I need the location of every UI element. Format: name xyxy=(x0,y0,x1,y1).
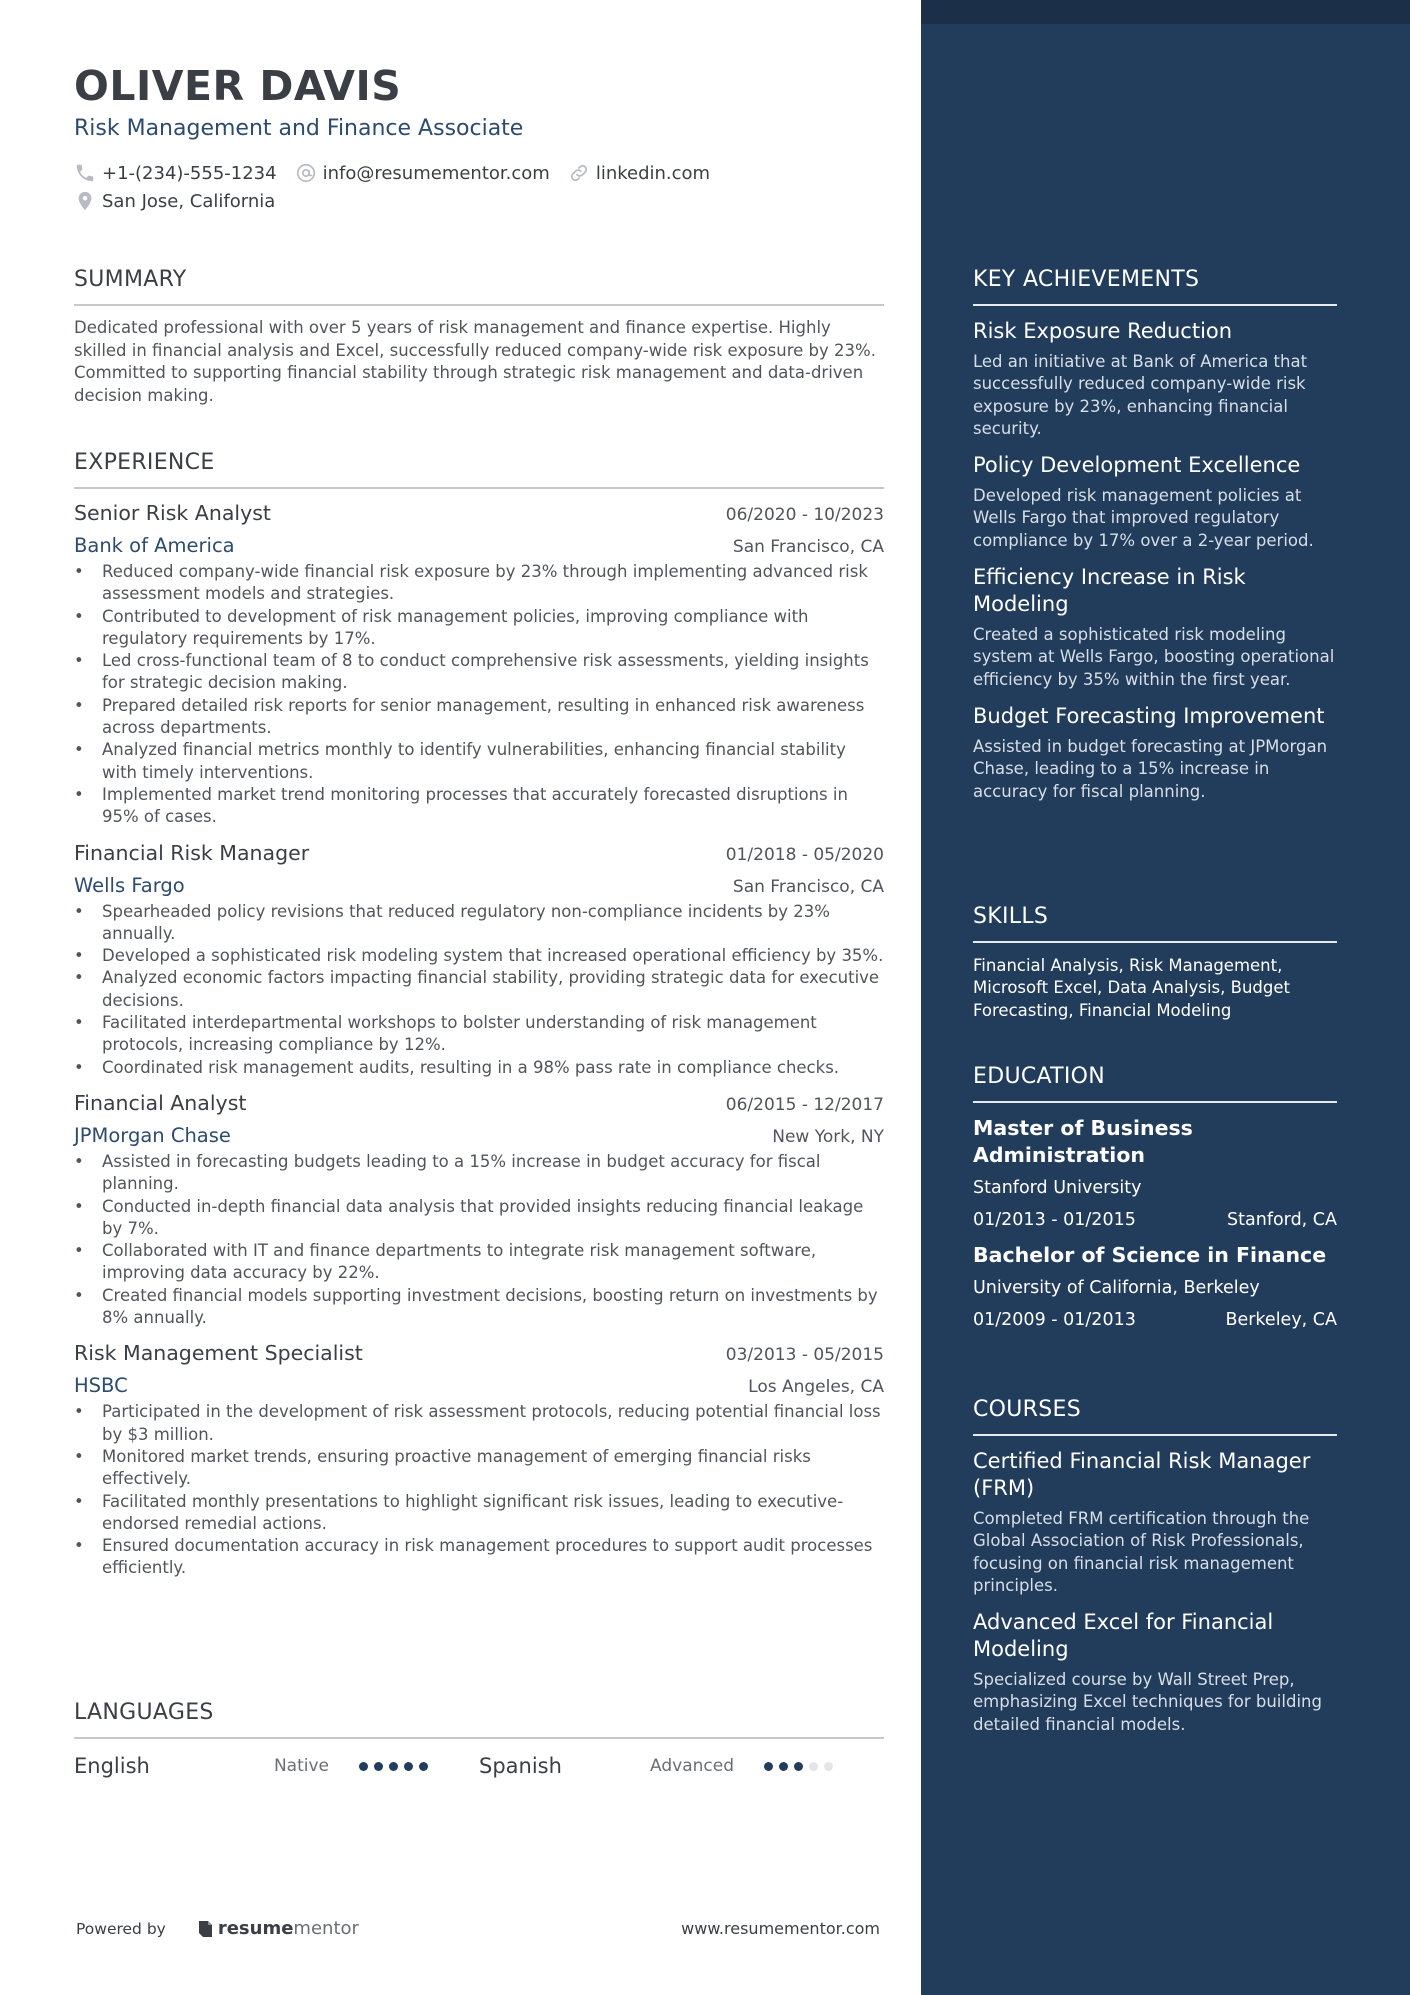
language-item xyxy=(74,1754,479,1778)
education-item xyxy=(973,1242,1337,1330)
course-item xyxy=(973,1609,1337,1736)
job-bullet: • Monitored market trends, ensuring proactive management of emerging financial risks effectively. xyxy=(74,1446,884,1491)
language-name: Spanish xyxy=(479,1754,562,1778)
job-dates: 03/2013 - 05/2015 xyxy=(725,1345,884,1366)
skills-section xyxy=(973,904,1337,1022)
education-meta xyxy=(973,1310,1337,1330)
job-subheader xyxy=(74,1374,884,1397)
email-text: info@resumementor.com xyxy=(322,162,550,184)
job-bullets xyxy=(74,1151,884,1329)
job-bullet: • Coordinated risk management audits, resulting in a 98% pass rate in compliance checks. xyxy=(74,1057,884,1079)
contact-linkedin[interactable] xyxy=(568,162,710,184)
education-meta xyxy=(973,1210,1337,1230)
footer xyxy=(76,1918,880,1939)
job-header xyxy=(74,501,884,525)
language-rating xyxy=(359,1762,434,1771)
languages-section xyxy=(74,1700,884,1781)
sidebar-top-band xyxy=(921,0,1410,24)
job-company: Bank of America xyxy=(74,534,235,557)
achievement-item xyxy=(973,564,1337,691)
location-text: San Jose, California xyxy=(102,190,276,212)
job-dates: 06/2020 - 10/2023 xyxy=(725,505,884,525)
education-list xyxy=(973,1115,1337,1330)
courses-title: COURSES xyxy=(973,1397,1337,1436)
job-bullet: • Participated in the development of risk assessment protocols, reducing potential financial loss by $3 million. xyxy=(74,1401,884,1446)
job-bullet: • Analyzed economic factors impacting financial stability, providing strategic data for executive decisions. xyxy=(74,967,884,1012)
job-bullet: • Created financial models supporting investment decisions, boosting return on investments by 8% annually. xyxy=(74,1285,884,1330)
job-bullet: • Assisted in forecasting budgets leading to a 15% increase in budget accuracy for fiscal planning. xyxy=(74,1151,884,1196)
job-bullet: • Prepared detailed risk reports for senior management, resulting in enhanced risk awareness across departments. xyxy=(74,695,884,740)
job-list xyxy=(74,501,884,1580)
job-header xyxy=(74,1091,884,1115)
job-bullet: • Led cross-functional team of 8 to conduct comprehensive risk assessments, yielding insights for strategic decision making. xyxy=(74,650,884,695)
achievement-title: Efficiency Increase in Risk Modeling xyxy=(973,565,1246,617)
language-list xyxy=(74,1751,884,1781)
achievement-item xyxy=(973,452,1337,552)
job-bullet: • Facilitated monthly presentations to highlight significant risk issues, leading to executive-endorsed remedial actions. xyxy=(74,1491,884,1536)
achievement-item xyxy=(973,318,1337,440)
achievement-desc: Created a sophisticated risk modeling system at Wells Fargo, boosting operational efficiency by 35% within the first year. xyxy=(973,625,1335,689)
link-icon xyxy=(568,162,590,184)
location-pin-icon xyxy=(74,190,96,212)
achievement-title: Policy Development Excellence xyxy=(973,453,1301,478)
rating-dot-filled xyxy=(359,1762,368,1771)
website-link[interactable]: www.resumementor.com xyxy=(681,1919,880,1938)
course-desc: Specialized course by Wall Street Prep, emphasizing Excel techniques for building detailed financial models. xyxy=(973,1670,1322,1734)
achievement-title: Risk Exposure Reduction xyxy=(973,319,1233,343)
education-location: Stanford, CA xyxy=(1227,1210,1337,1230)
at-icon xyxy=(295,162,317,184)
job-location: Los Angeles, CA xyxy=(748,1377,884,1398)
education-dates: 01/2013 - 01/2015 xyxy=(973,1210,1136,1230)
education-school: Stanford University xyxy=(973,1178,1142,1198)
job-location: San Francisco, CA xyxy=(732,876,884,897)
job-company: HSBC xyxy=(74,1374,128,1398)
skills-text: Financial Analysis, Risk Management, Microsoft Excel, Data Analysis, Budget Forecasting, Financial Modeling xyxy=(973,956,1290,1020)
skills-title: SKILLS xyxy=(973,904,1337,943)
job-subheader xyxy=(74,1124,884,1147)
job-title: Financial Risk Manager xyxy=(74,840,310,865)
job-bullets xyxy=(74,561,884,829)
achievement-desc: Led an initiative at Bank of America that successfully reduced company-wide risk exposure by 23%, enhancing financial security. xyxy=(973,352,1308,438)
education-title: EDUCATION xyxy=(973,1064,1337,1103)
job-bullet: • Contributed to development of risk management policies, improving compliance with regulatory requirements by 17%. xyxy=(74,606,884,651)
sidebar xyxy=(921,0,1410,1995)
job-subheader xyxy=(74,874,884,897)
job-title: Senior Risk Analyst xyxy=(74,501,271,525)
job-bullet: • Reduced company-wide financial risk exposure by 23% through implementing advanced risk assessment models and strategies. xyxy=(74,561,884,606)
job-bullet: • Collaborated with IT and finance departments to integrate risk management software, improving data accuracy by 22%. xyxy=(74,1240,884,1285)
achievement-item xyxy=(973,703,1337,803)
rating-dot-empty xyxy=(809,1762,818,1771)
contact-location xyxy=(74,190,275,212)
summary-title: SUMMARY xyxy=(74,267,884,306)
job-bullet: • Developed a sophisticated risk modeling system that increased operational efficiency by 35%. xyxy=(74,945,884,967)
achievements-section xyxy=(973,267,1337,803)
language-name: English xyxy=(74,1754,150,1778)
course-list xyxy=(973,1448,1337,1736)
rating-dot-filled xyxy=(419,1762,428,1771)
job-header xyxy=(74,841,884,865)
languages-title: LANGUAGES xyxy=(74,1700,884,1739)
job-entry xyxy=(74,501,884,829)
rating-dot-filled xyxy=(764,1762,773,1771)
job-title: Financial Analyst xyxy=(74,1090,247,1115)
linkedin-text: linkedin.com xyxy=(595,162,711,184)
education-location: Berkeley, CA xyxy=(1225,1310,1337,1330)
job-title: Risk Management Specialist xyxy=(74,1341,363,1366)
candidate-role: Risk Management and Finance Associate xyxy=(74,116,524,141)
powered-by-label: Powered by xyxy=(76,1919,166,1938)
job-company: JPMorgan Chase xyxy=(74,1123,231,1147)
powered-by xyxy=(76,1918,359,1939)
language-rating xyxy=(764,1762,839,1771)
language-item xyxy=(479,1754,884,1778)
job-bullet: • Conducted in-depth financial data analysis that provided insights reducing financial leakage by 7%. xyxy=(74,1196,884,1241)
education-section xyxy=(973,1064,1337,1330)
job-bullet: • Ensured documentation accuracy in risk management procedures to support audit processes efficiently. xyxy=(74,1535,884,1580)
job-header xyxy=(74,1341,884,1365)
course-title: Advanced Excel for Financial Modeling xyxy=(973,1610,1274,1662)
course-desc: Completed FRM certification through the Global Association of Risk Professionals, focusing on financial risk management principles. xyxy=(973,1509,1310,1595)
job-bullets xyxy=(74,1401,884,1579)
courses-section xyxy=(973,1397,1337,1736)
brand-logo[interactable] xyxy=(196,1918,359,1939)
job-location: New York, NY xyxy=(772,1126,884,1147)
brand-bold: resume xyxy=(217,1918,294,1939)
education-degree: Master of Business Administration xyxy=(973,1116,1193,1167)
achievement-desc: Assisted in budget forecasting at JPMorgan Chase, leading to a 15% increase in accuracy for fiscal planning. xyxy=(973,736,1328,801)
job-bullet: • Spearheaded policy revisions that reduced regulatory non-compliance incidents by 23% annually. xyxy=(74,901,884,946)
experience-title: EXPERIENCE xyxy=(74,450,884,489)
education-degree: Bachelor of Science in Finance xyxy=(973,1243,1327,1267)
job-company: Wells Fargo xyxy=(74,873,185,897)
course-item xyxy=(973,1448,1337,1597)
rating-dot-filled xyxy=(779,1762,788,1771)
brand-light: mentor xyxy=(293,1918,359,1939)
phone-icon xyxy=(74,162,96,184)
rating-dot-filled xyxy=(389,1762,398,1771)
job-subheader xyxy=(74,534,884,557)
job-dates: 06/2015 - 12/2017 xyxy=(725,1094,884,1115)
language-level: Native xyxy=(273,1756,329,1776)
education-dates: 01/2009 - 01/2013 xyxy=(973,1310,1136,1330)
education-item xyxy=(973,1115,1337,1230)
summary-text: Dedicated professional with over 5 years of risk management and finance expertise. Highly skilled in financial analysis and Excel, successfully reduced company-wide risk exposure by 23%. Committed to supporting financial stability through strategic risk management and data-driven decision making. xyxy=(74,318,876,405)
job-entry xyxy=(74,1341,884,1579)
phone-text: +1-(234)-555-1234 xyxy=(102,162,277,184)
rating-dot-filled xyxy=(404,1762,413,1771)
achievement-list xyxy=(973,318,1337,803)
achievement-title: Budget Forecasting Improvement xyxy=(973,703,1325,728)
job-bullets xyxy=(74,901,884,1079)
job-entry xyxy=(74,1091,884,1329)
course-title: Certified Financial Risk Manager (FRM) xyxy=(973,1449,1311,1500)
rating-dot-empty xyxy=(824,1762,833,1771)
job-location: San Francisco, CA xyxy=(732,537,884,557)
job-bullet: • Analyzed financial metrics monthly to identify vulnerabilities, enhancing financial stability with timely interventions. xyxy=(74,739,884,784)
job-dates: 01/2018 - 05/2020 xyxy=(725,844,884,865)
rating-dot-filled xyxy=(794,1762,803,1771)
experience-section xyxy=(74,450,884,1580)
job-bullet: • Facilitated interdepartmental workshops to bolster understanding of risk management protocols, increasing compliance by 12%. xyxy=(74,1012,884,1057)
contact-phone[interactable] xyxy=(74,162,277,184)
candidate-name: OLIVER DAVIS xyxy=(74,62,402,110)
education-school: University of California, Berkeley xyxy=(973,1278,1260,1298)
achievement-desc: Developed risk management policies at Wells Fargo that improved regulatory compliance by 17% over a 2-year period. xyxy=(973,486,1314,550)
summary-section xyxy=(74,267,884,407)
language-level: Advanced xyxy=(650,1756,734,1776)
resumementor-logo-icon xyxy=(196,1919,214,1939)
contact-info xyxy=(74,159,728,215)
contact-email[interactable] xyxy=(295,162,550,184)
rating-dot-filled xyxy=(374,1762,383,1771)
job-entry xyxy=(74,841,884,1079)
job-bullet: • Implemented market trend monitoring processes that accurately forecasted disruptions in 95% of cases. xyxy=(74,784,884,829)
achievements-title: KEY ACHIEVEMENTS xyxy=(973,267,1337,306)
